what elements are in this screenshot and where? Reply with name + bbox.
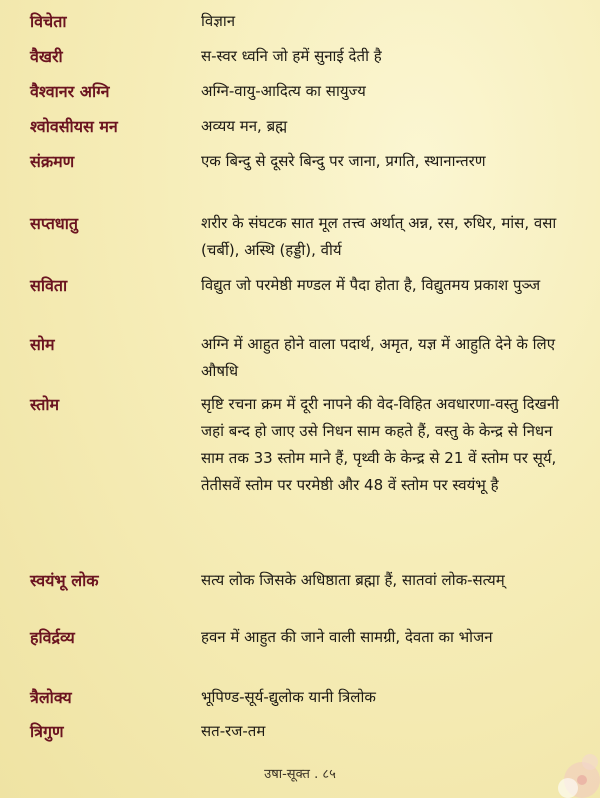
glossary-term: सविता	[30, 276, 68, 295]
glossary-term: विचेता	[30, 12, 67, 31]
glossary-term: वैश्वानर अग्नि	[30, 82, 110, 101]
glossary-term: संक्रमण	[30, 152, 75, 171]
glossary-term: हविर्द्रव्य	[30, 628, 75, 647]
glossary-term: स्तोम	[30, 395, 60, 414]
glossary-definition: सत-रज-तम	[201, 722, 266, 740]
glossary-definition: एक बिन्दु से दूसरे बिन्दु पर जाना, प्रगति, स्थानान्तरण	[201, 152, 486, 170]
glossary-definition: स-स्वर ध्वनि जो हमें सुनाई देती है	[201, 47, 382, 65]
glossary-term: सोम	[30, 335, 55, 354]
glossary-definition: भूपिण्ड-सूर्य-द्युलोक यानी त्रिलोक	[201, 688, 376, 706]
flower-decoration-icon	[520, 718, 600, 798]
glossary-definition: अग्नि-वायु-आदित्य का सायुज्य	[201, 82, 366, 100]
glossary-definition: सृष्टि रचना क्रम में दूरी नापने की वेद-विहित अवधारणा-वस्तु दिखनी जहां बन्द हो जाए उसे निधन साम कहते हैं, वस्तु के केन्द्र से निधन साम तक 33 स्तोम माने हैं, पृथ्वी के केन्द्र से 21 वें स्तोम पर सूर्य, तेतीसवें स्तोम पर परमेष्ठी और 48 वें स्तोम पर स्वयंभू है	[201, 395, 560, 494]
glossary-definition: अव्यय मन, ब्रह्म	[201, 117, 288, 135]
glossary-definition: सत्य लोक जिसके अधिष्ठाता ब्रह्मा हैं, सातवां लोक-सत्यम्	[201, 571, 505, 589]
glossary-definition: हवन में आहुत की जाने वाली सामग्री, देवता का भोजन	[201, 628, 493, 646]
glossary-term: त्रैलोक्य	[30, 688, 72, 707]
page-footer: उषा-सूक्त . ८५	[264, 767, 336, 782]
glossary-definition: अग्नि में आहुत होने वाला पदार्थ, अमृत, यज्ञ में आहुति देने के लिए औषधि	[201, 335, 556, 380]
glossary-term: स्वयंभू लोक	[30, 571, 99, 590]
glossary-definition: विज्ञान	[201, 12, 236, 30]
glossary-term: वैखरी	[30, 47, 63, 66]
glossary-term: श्वोवसीयस मन	[30, 117, 118, 136]
glossary-definition: विद्युत जो परमेष्ठी मण्डल में पैदा होता है, विद्युतमय प्रकाश पुञ्ज	[201, 276, 541, 294]
glossary-term: त्रिगुण	[30, 722, 64, 741]
glossary-definition: शरीर के संघटक सात मूल तत्त्व अर्थात् अन्न, रस, रुधिर, मांस, वसा (चर्बी), अस्थि (हड्डी), वीर्य	[201, 214, 557, 259]
glossary-term: सप्तधातु	[30, 214, 78, 233]
